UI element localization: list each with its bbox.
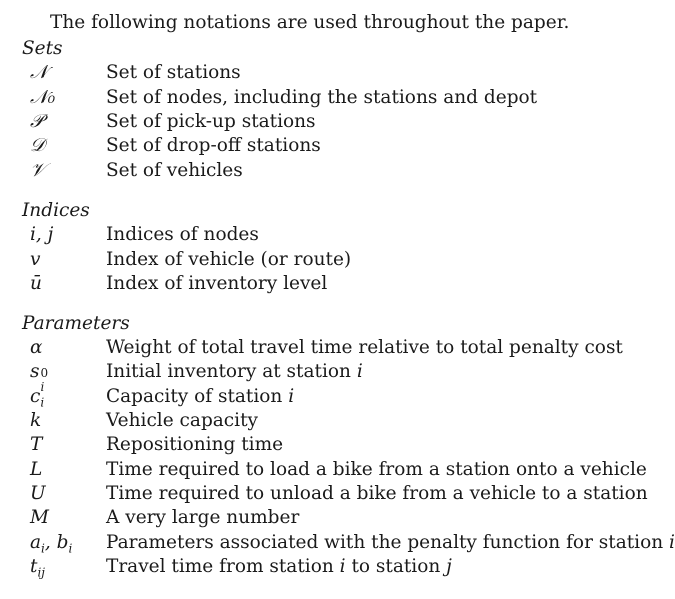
notation-row (0, 459, 658, 483)
notation-description: Set of stations (106, 62, 241, 83)
notation-row (0, 273, 658, 297)
notation-description: Time required to unload a bike from a vehicle to a station (106, 483, 648, 504)
notation-description: Set of pick-up stations (106, 111, 316, 132)
notation-row (0, 337, 658, 361)
symbol-ubar: ū (30, 273, 42, 294)
symbol-s-i-0: s 0 i (30, 361, 49, 394)
symbol-t-ij: $t_{ij}$ (30, 556, 45, 580)
symbol-U: U (30, 483, 46, 504)
notation-row (0, 224, 658, 248)
notation-row (0, 87, 658, 111)
notation-row (0, 483, 658, 507)
symbol-ij: i, j (30, 224, 54, 245)
symbol-N0: 𝒩₀ (30, 87, 56, 108)
notation-row (0, 361, 658, 394)
notation-row (0, 507, 658, 531)
symbol-L: L (30, 459, 43, 480)
notation-description: Vehicle capacity (106, 410, 258, 431)
indices-heading: Indices (22, 200, 90, 221)
notation-row (0, 532, 675, 556)
notation-description: Initial inventory at station i (106, 361, 363, 382)
symbol-V: 𝒱 (30, 160, 46, 181)
notation-description: Parameters associated with the penalty function for station i (106, 532, 675, 553)
notation-row (0, 556, 658, 580)
notation-description: Travel time from station i to station j (106, 556, 452, 577)
notation-row (0, 434, 658, 458)
notation-description: Set of nodes, including the stations and depot (106, 87, 538, 108)
notation-row (0, 135, 658, 159)
notation-description: A very large number (106, 507, 300, 528)
symbol-k: k (30, 410, 42, 431)
notation-description: Index of inventory level (106, 273, 328, 294)
symbol-M: M (30, 507, 49, 528)
notation-description: Indices of nodes (106, 224, 259, 245)
notation-description: Capacity of station i (106, 386, 295, 407)
notation-row (0, 111, 658, 135)
intro-sentence: The following notations are used throughout the paper. (50, 12, 570, 33)
notation-description: Weight of total travel time relative to total penalty cost (106, 337, 623, 358)
symbol-alpha: α (30, 337, 43, 358)
notation-row (0, 386, 658, 410)
notation-description: Time required to load a bike from a station onto a vehicle (106, 459, 647, 480)
symbol-v: v (30, 249, 41, 270)
parameters-heading: Parameters (22, 313, 130, 334)
symbol-D: 𝒟 (30, 135, 45, 156)
notation-description: Index of vehicle (or route) (106, 249, 352, 270)
symbol-P: 𝒫 (30, 111, 44, 132)
notation-row (0, 160, 658, 184)
notation-description: Set of drop-off stations (106, 135, 321, 156)
notation-description: Set of vehicles (106, 160, 243, 181)
notation-row (0, 62, 658, 86)
symbol-N: 𝒩 (30, 62, 48, 83)
notation-row (0, 249, 658, 273)
symbol-a-i-b-i: $a_i$, $b_i$ (30, 532, 73, 556)
symbol-c-i: $c_i$ (30, 386, 45, 410)
notation-row (0, 410, 658, 434)
notation-description: Repositioning time (106, 434, 284, 455)
symbol-T: T (30, 434, 43, 455)
sets-heading: Sets (22, 38, 63, 59)
